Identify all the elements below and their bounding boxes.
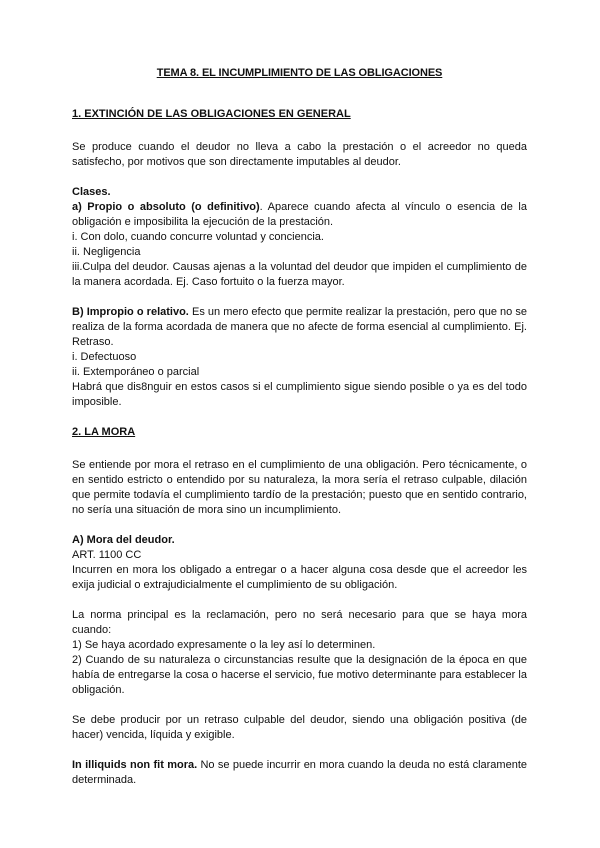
section-1-heading: 1. EXTINCIÓN DE LAS OBLIGACIONES EN GENERAL: [72, 108, 351, 120]
clases-label: Clases.: [72, 186, 111, 198]
clase-a-paragraph: [72, 200, 527, 230]
document-page: [72, 66, 527, 788]
section-2-intro: Se entiende por mora el retraso en el cumplimiento de una obligación. Pero técnicamente, o en sentido estricto o entendido por su naturaleza, la mora sería el retraso culpable, dilación que permite todavía el cumplimiento tardío de la prestación; puesto que en sentido contrario, no sería una situación de mora sino un incumplimiento.: [72, 459, 527, 516]
article-reference: ART. 1100 CC: [72, 549, 142, 561]
mora-deudor-heading: [72, 533, 527, 548]
clases-heading: [72, 185, 527, 200]
illiquids-text: No se puede incurrir en mora cuando la deuda no está claramente determinada.: [72, 759, 527, 786]
clase-a-text: . Aparece cuando afecta al vínculo o esencia de la obligación e imposibilita la ejecución de la prestación.: [72, 201, 527, 228]
section-1-intro: Se produce cuando el deudor no lleva a cabo la prestación o el acreedor no queda satisfecho, por motivos que son directamente imputables al deudor.: [72, 141, 527, 168]
clase-b-paragraph: [72, 305, 527, 350]
clase-b-item-i: i. Defectuoso: [72, 351, 137, 363]
clase-b-label: B) Impropio o relativo.: [72, 306, 189, 318]
clase-a-item-iii: iii.Culpa del deudor. Causas ajenas a la voluntad del deudor que impiden el cumplimiento de la manera acordada. Ej. Caso fortuito o la fuerza mayor.: [72, 261, 527, 288]
norma-item-2: 2) Cuando de su naturaleza o circunstancias resulte que la designación de la época en que había de entregarse la cosa o hacerse el servicio, fue motivo determinante para establecer la obligación.: [72, 654, 527, 696]
norma-paragraph: La norma principal es la reclamación, pero no será necesario para que se haya mora cuando:: [72, 609, 527, 636]
mora-deudor-label: A) Mora del deudor.: [72, 534, 175, 546]
article-text: Incurren en mora los obligado a entregar o a hacer alguna cosa desde que el acreedor les exija judicial o extrajudicialmente el cumplimiento de su obligación.: [72, 564, 527, 591]
clase-a-item-i: i. Con dolo, cuando concurre voluntad y conciencia.: [72, 231, 324, 243]
clase-a-item-ii: ii. Negligencia: [72, 246, 141, 258]
clase-b-conclusion: Habrá que dis8nguir en estos casos si el cumplimiento sigue siendo posible o ya es del todo imposible.: [72, 381, 527, 408]
document-title: TEMA 8. EL INCUMPLIMIENTO DE LAS OBLIGACIONES: [156, 67, 443, 79]
clase-b-item-ii: ii. Extemporáneo o parcial: [72, 366, 200, 378]
clase-a-label: a) Propio o absoluto (o definitivo): [72, 201, 260, 213]
retraso-paragraph: Se debe producir por un retraso culpable del deudor, siendo una obligación positiva (de hacer) vencida, líquida y exigible.: [72, 714, 527, 741]
norma-item-1: 1) Se haya acordado expresamente o la ley así lo determinen.: [72, 639, 376, 651]
illiquids-label: In illiquids non fit mora.: [72, 759, 198, 771]
illiquids-paragraph: [72, 758, 527, 788]
section-2-heading: 2. LA MORA: [72, 426, 136, 438]
clase-b-text: Es un mero efecto que permite realizar la prestación, pero que no se realiza de la forma acordada de manera que no afecte de forma esencial al cumplimiento. Ej. Retraso.: [72, 306, 527, 348]
